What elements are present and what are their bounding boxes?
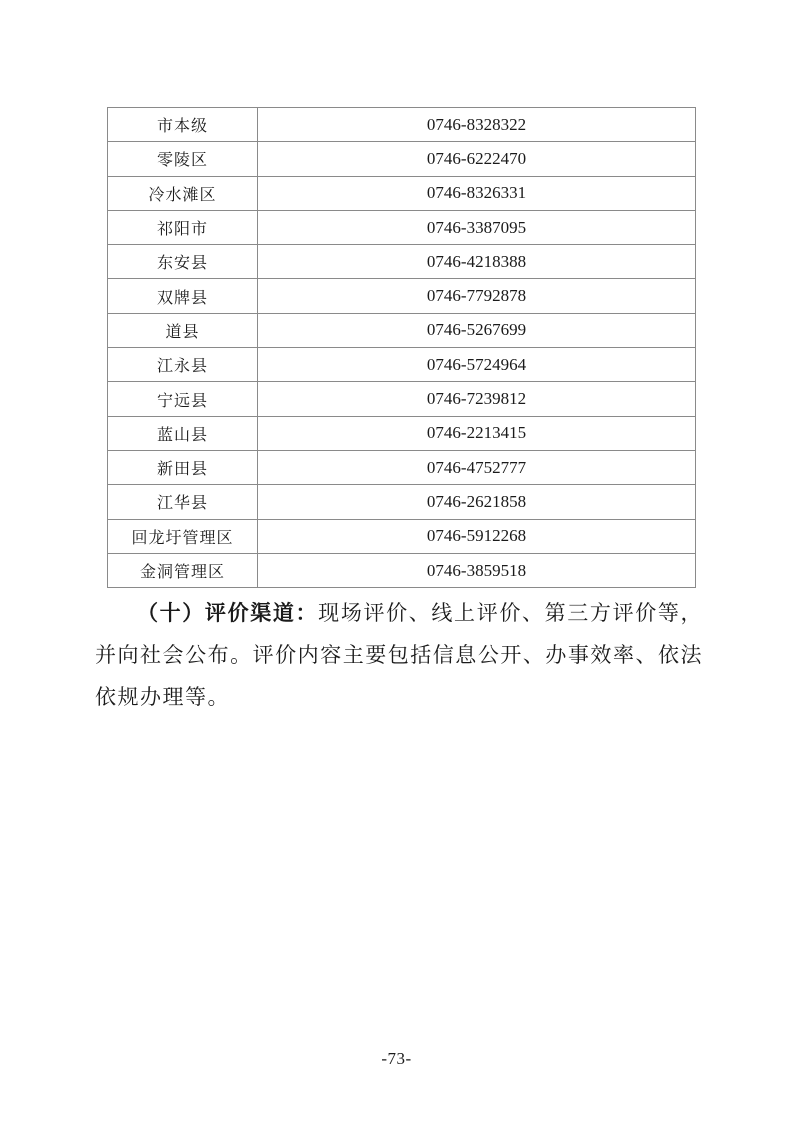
paragraph-lead-bold: （十）评价渠道： — [137, 601, 319, 625]
region-cell: 宁远县 — [108, 382, 258, 416]
table-row — [108, 348, 696, 382]
table-row — [108, 142, 696, 176]
phone-cell: 0746-8326331 — [258, 176, 696, 210]
phone-cell: 0746-3859518 — [258, 553, 696, 587]
table-row — [108, 416, 696, 450]
region-cell: 江永县 — [108, 348, 258, 382]
region-cell: 回龙圩管理区 — [108, 519, 258, 553]
phone-cell: 0746-3387095 — [258, 210, 696, 244]
region-cell: 江华县 — [108, 485, 258, 519]
phone-cell: 0746-7239812 — [258, 382, 696, 416]
evaluation-channels-paragraph — [95, 592, 703, 718]
table-row — [108, 519, 696, 553]
table-row — [108, 279, 696, 313]
table-row — [108, 313, 696, 347]
region-cell: 市本级 — [108, 108, 258, 142]
phone-cell: 0746-4752777 — [258, 450, 696, 484]
paragraph-body-text: 现场评价、线上评价、第三方评价等，并向社会公布。评价内容主要包括信息公开、办事效率、依法依规办理等。 — [95, 601, 704, 709]
phone-cell: 0746-5724964 — [258, 348, 696, 382]
phone-cell: 0746-4218388 — [258, 245, 696, 279]
table-row — [108, 485, 696, 519]
region-cell: 金洞管理区 — [108, 553, 258, 587]
region-cell: 道县 — [108, 313, 258, 347]
region-cell: 新田县 — [108, 450, 258, 484]
table-row — [108, 553, 696, 587]
table-row — [108, 245, 696, 279]
region-cell: 双牌县 — [108, 279, 258, 313]
contact-table-body — [108, 108, 696, 588]
phone-cell: 0746-5912268 — [258, 519, 696, 553]
region-cell: 祁阳市 — [108, 210, 258, 244]
region-cell: 零陵区 — [108, 142, 258, 176]
phone-cell: 0746-5267699 — [258, 313, 696, 347]
phone-cell: 0746-8328322 — [258, 108, 696, 142]
table-row — [108, 210, 696, 244]
phone-cell: 0746-2213415 — [258, 416, 696, 450]
region-cell: 冷水滩区 — [108, 176, 258, 210]
table-row — [108, 382, 696, 416]
table-row — [108, 450, 696, 484]
phone-cell: 0746-6222470 — [258, 142, 696, 176]
phone-cell: 0746-2621858 — [258, 485, 696, 519]
phone-cell: 0746-7792878 — [258, 279, 696, 313]
page-number: -73- — [381, 1049, 412, 1068]
region-cell: 东安县 — [108, 245, 258, 279]
region-cell: 蓝山县 — [108, 416, 258, 450]
contact-phone-table — [107, 107, 696, 588]
table-row — [108, 108, 696, 142]
table-row — [108, 176, 696, 210]
